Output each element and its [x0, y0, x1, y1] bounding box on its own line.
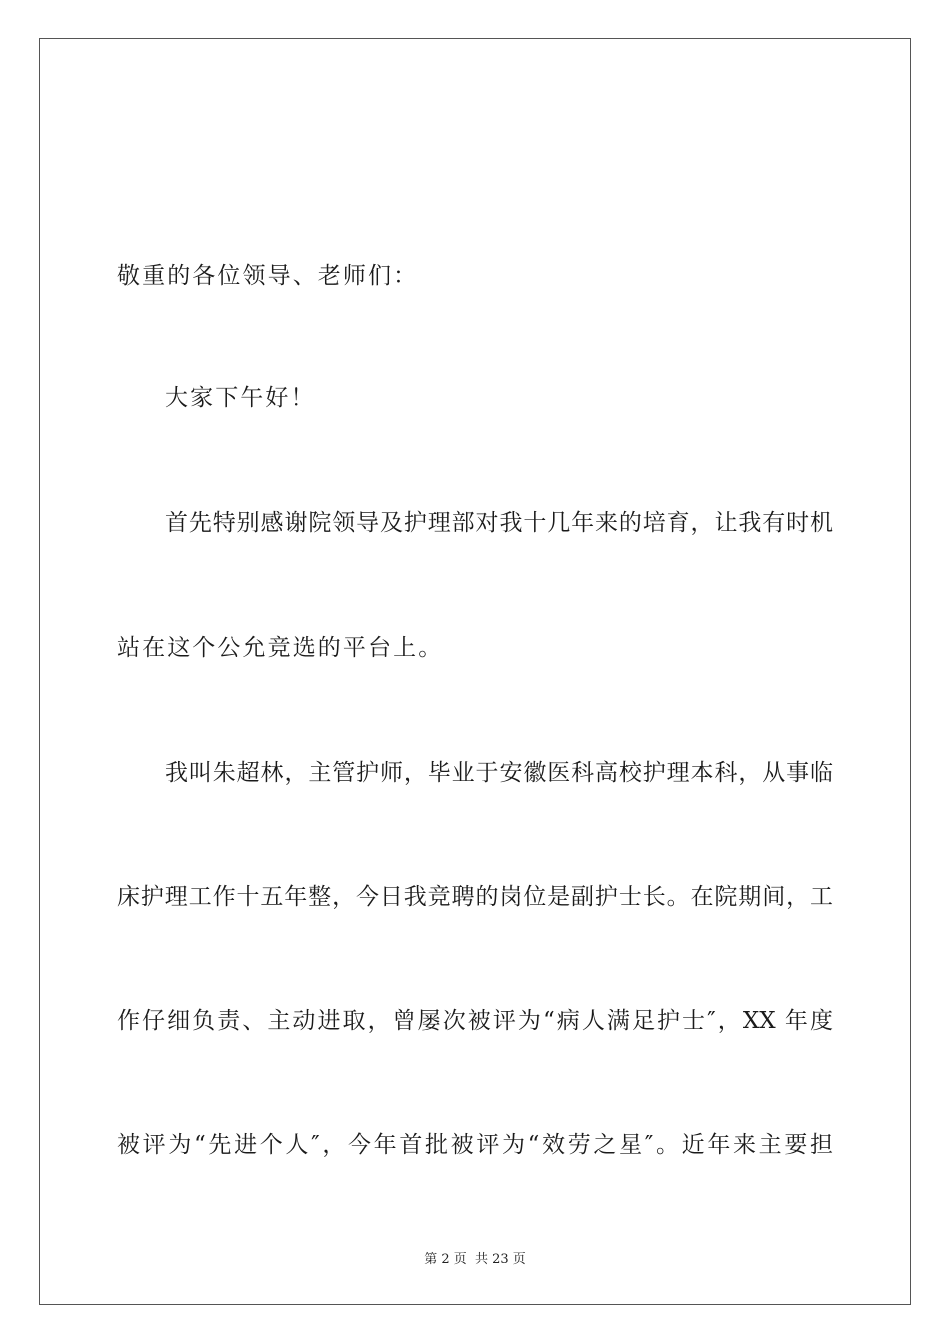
page-border	[39, 38, 911, 1305]
paragraph-line: 被评为“先进个人″，今年首批被评为“效劳之星″。近年来主要担	[117, 1132, 833, 1158]
salutation-line: 敬重的各位领导、老师们：	[117, 263, 419, 289]
page-footer	[0, 1248, 950, 1267]
greeting-line: 大家下午好！	[165, 385, 316, 411]
paragraph-line: 站在这个公允竞选的平台上。	[117, 635, 444, 661]
page-number: 第 2 页	[424, 1252, 467, 1267]
paragraph-line: 我叫朱超林，主管护师，毕业于安徽医科高校护理本科，从事临	[165, 760, 833, 786]
page-total: 共 23 页	[474, 1252, 526, 1267]
paragraph-line: 首先特别感谢院领导及护理部对我十几年来的培育，让我有时机	[165, 510, 833, 536]
paragraph-line: 作仔细负责、主动进取，曾屡次被评为“病人满足护士″，XX 年度	[117, 1008, 833, 1034]
paragraph-line: 床护理工作十五年整，今日我竞聘的岗位是副护士长。在院期间，工	[117, 884, 833, 910]
